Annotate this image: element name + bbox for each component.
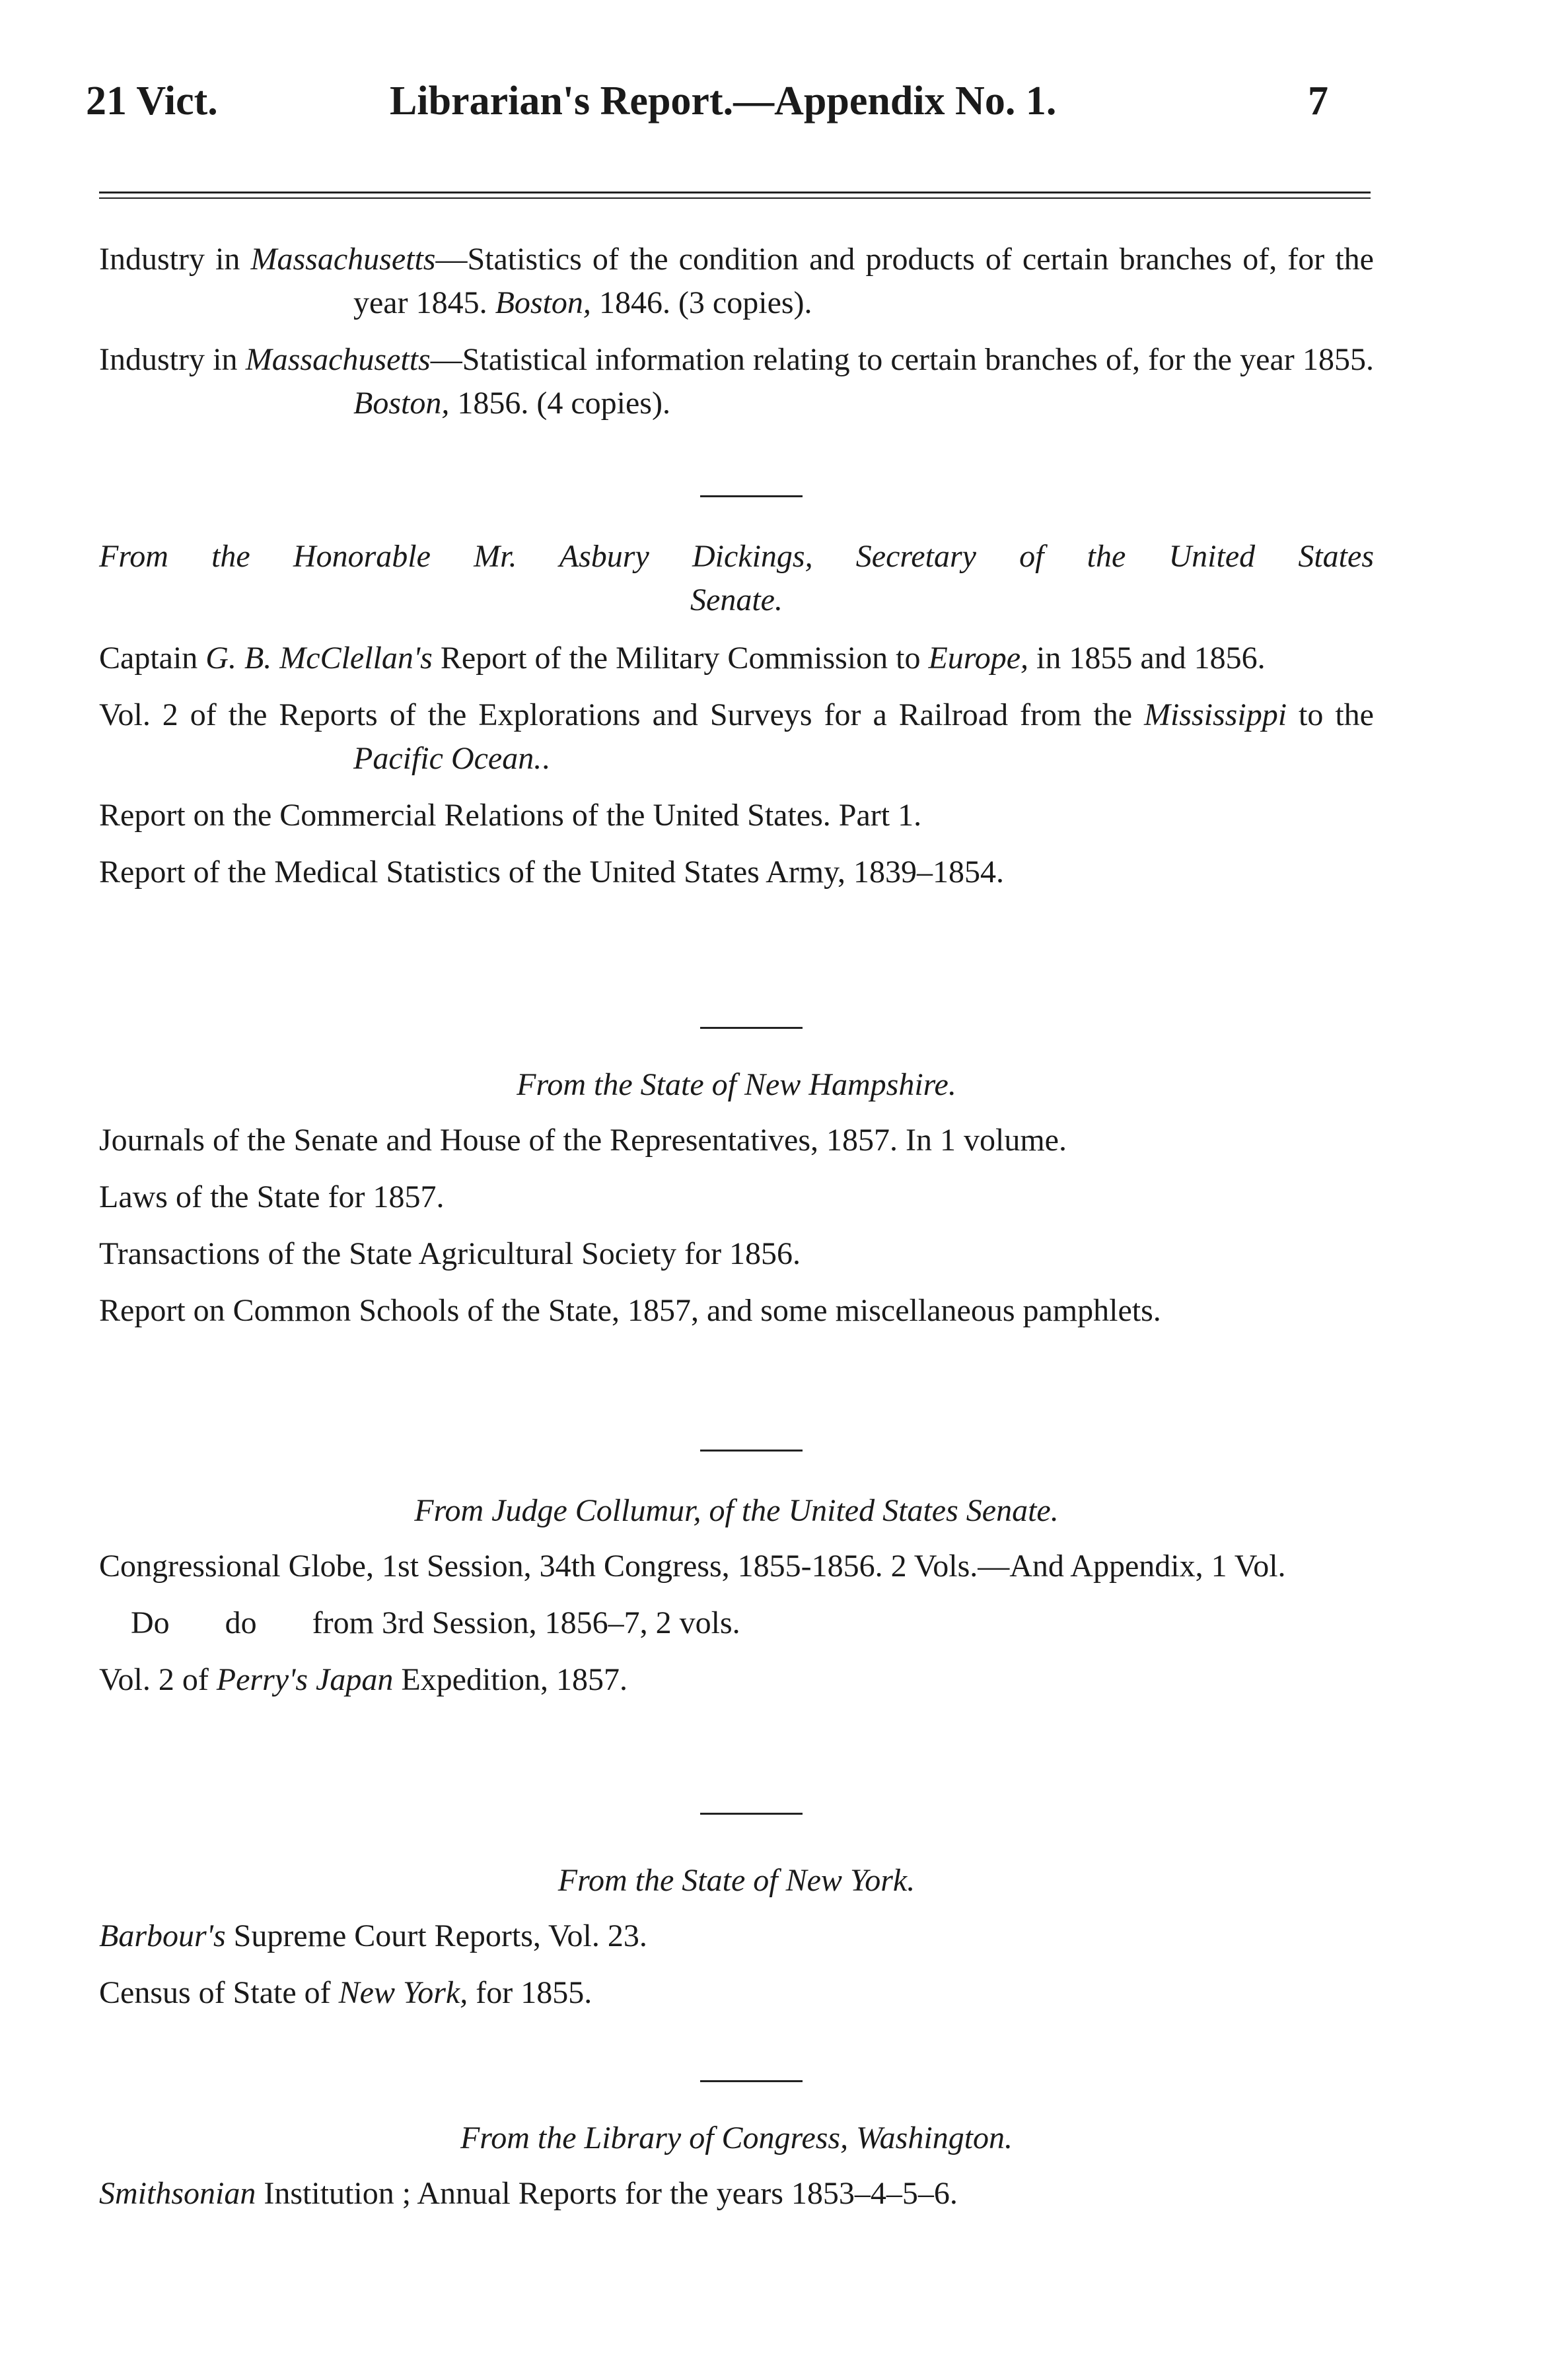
entry-mcclellan-report: Captain G. B. McClellan's Report of the Military Commission to Europe, in 1855 and 1856.: [99, 641, 1266, 676]
entry-common-schools: Report on Common Schools of the State, 1857, and some miscellaneous pamphlets.: [99, 1293, 1161, 1328]
section-heading-continued: Senate.: [690, 582, 783, 617]
section-collumur: [99, 1489, 1374, 1702]
entry-industry-1845: Industry in Massachusetts—Statistics of the condition and products of certain branches of, for the year 1845. Boston, 1846. (3 copies).: [99, 242, 1374, 320]
section-heading: From Judge Collumur, of the United States Senate.: [414, 1493, 1059, 1528]
section-massachusetts: [99, 238, 1374, 425]
entry-transactions: Transactions of the State Agricultural Society for 1856.: [99, 1236, 801, 1271]
entry-laws: Laws of the State for 1857.: [99, 1179, 445, 1214]
running-head: [86, 78, 1407, 137]
section-divider: [700, 1027, 803, 1029]
entry-commercial-relations: Report on the Commercial Relations of the United States. Part 1.: [99, 798, 922, 833]
entry-journals: Journals of the Senate and House of the Representatives, 1857. In 1 volume.: [99, 1123, 1067, 1158]
header-double-rule: [99, 192, 1371, 199]
entry-railroad-surveys: Vol. 2 of the Reports of the Explorations and Surveys for a Railroad from the Mississippi to the Pacific Ocean..: [99, 697, 1374, 776]
running-head-title: Librarian's Report.—Appendix No. 1.: [390, 79, 1057, 123]
entry-medical-statistics: Report of the Medical Statistics of the United States Army, 1839–1854.: [99, 855, 1005, 890]
section-new-york: [99, 1859, 1374, 2015]
entry-barbour-reports: Barbour's Supreme Court Reports, Vol. 23.: [99, 1918, 647, 1953]
entry-congressional-globe: Congressional Globe, 1st Session, 34th Congress, 1855-1856. 2 Vols.—And Appendix, 1 Vol.: [99, 1549, 1286, 1584]
section-divider: [700, 1813, 803, 1815]
section-heading: From the Library of Congress, Washington.: [460, 2120, 1013, 2155]
entry-perry-japan: Vol. 2 of Perry's Japan Expedition, 1857.: [99, 1662, 627, 1697]
section-heading: From the State of New Hampshire.: [517, 1067, 956, 1102]
running-head-volume: 21 Vict.: [86, 79, 218, 123]
section-new-hampshire: [99, 1063, 1374, 1333]
entry-industry-1855: Industry in Massachusetts—Statistical information relating to certain branches of, for the year 1855. Boston, 1856. (4 copies).: [99, 342, 1374, 421]
entry-ditto-third-session: Do do from 3rd Session, 1856–7, 2 vols.: [99, 1605, 740, 1640]
section-divider: [700, 2080, 803, 2082]
section-divider: [700, 1450, 803, 1452]
entry-census-new-york: Census of State of New York, for 1855.: [99, 1975, 592, 2010]
section-heading: From the Honorable Mr. Asbury Dickings, Secretary of the United States: [99, 539, 1374, 574]
section-library-of-congress: [99, 2117, 1374, 2216]
page-number: 7: [1308, 79, 1328, 123]
section-dickings: [99, 535, 1374, 894]
section-divider: [700, 495, 803, 497]
entry-smithsonian-reports: Smithsonian Institution ; Annual Reports for the years 1853–4–5–6.: [99, 2176, 958, 2211]
section-heading: From the State of New York.: [557, 1863, 915, 1898]
